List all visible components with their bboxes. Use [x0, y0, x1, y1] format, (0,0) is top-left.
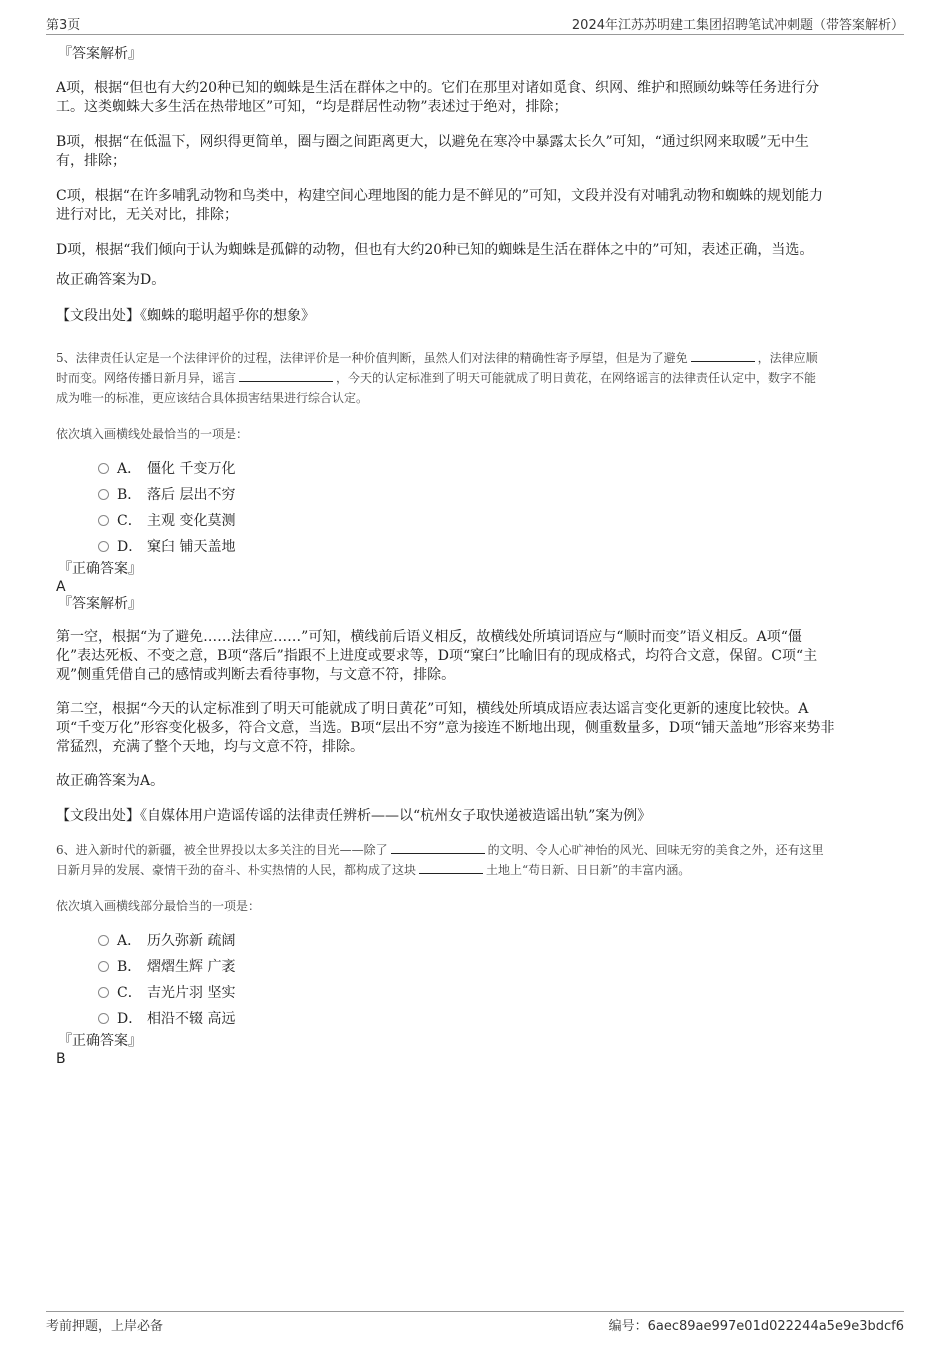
option-c[interactable]: C． 吉光片羽 坚实 [98, 980, 902, 1006]
question-6-prompt: 依次填入画横线部分最恰当的一项是： [56, 899, 261, 913]
question-6-stem: 6、进入新时代的新疆，被全世界投以太多关注的目光——除了 的文明、令人心旷神怡的风光、回味无穷的美食之外，还有这里 日新月异的发展、豪情干劲的奋斗、朴实热情的人民，都构成了这块 土地上“苟日新、日日新”的丰富内涵。 [56, 843, 824, 877]
correct-answer-label: 『正确答案』 [58, 1033, 142, 1049]
document-title: 2024年江苏苏明建工集团招聘笔试冲刺题（带答案解析） [571, 18, 904, 33]
radio-icon[interactable] [98, 489, 109, 500]
conclusion: 故正确答案为A。 [56, 773, 165, 789]
correct-answer-value: A [56, 579, 66, 595]
question-5-prompt: 依次填入画横线处最恰当的一项是： [56, 427, 249, 441]
document-code: 编号：6aec89ae997e01d022244a5e9e3bdcf6 [608, 1319, 904, 1334]
question-5-stem: 5、法律责任认定是一个法律评价的过程，法律评价是一种价值判断，虽然人们对法律的精确性寄予厚望，但是为了避免 ，法律应顺 时而变。网络传播日新月异，谣言 ，今天的认定标准到了明天可能就成了明日黄花，在网络谣言的法律责任认定中，数字不能 成为唯一的标准，更应该结合具体损害结果进行综合认定。 [56, 351, 818, 405]
radio-icon[interactable] [98, 987, 109, 998]
footer-slogan: 考前押题，上岸必备 [46, 1319, 164, 1334]
radio-icon[interactable] [98, 515, 109, 526]
option-a[interactable]: A． 历久弥新 疏阔 [98, 928, 902, 954]
blank-2 [419, 861, 483, 874]
analysis-label: 『答案解析』 [58, 596, 142, 612]
radio-icon[interactable] [98, 935, 109, 946]
page-footer [46, 1311, 904, 1334]
option-d[interactable]: D． 窠臼 铺天盖地 [98, 534, 902, 560]
correct-answer-label: 『正确答案』 [58, 561, 142, 577]
source: 【文段出处】《自媒体用户造谣传谣的法律责任辨析——以“杭州女子取快递被造谣出轨”案为例》 [56, 808, 652, 824]
radio-icon[interactable] [98, 961, 109, 972]
correct-answer-value: B [56, 1051, 66, 1067]
question-6-options [98, 928, 902, 1032]
blank-2 [239, 369, 333, 382]
source: 【文段出处】《蜘蛛的聪明超乎你的想象》 [56, 308, 315, 324]
question-5-options [98, 456, 902, 560]
radio-icon[interactable] [98, 463, 109, 474]
option-a[interactable]: A． 僵化 千变万化 [98, 456, 902, 482]
analysis-c: C项，根据“在许多哺乳动物和鸟类中，构建空间心理地图的能力是不鲜见的”可知，文段并没有对哺乳动物和蜘蛛的规划能力 进行对比，无关对比，排除； [56, 188, 824, 223]
conclusion: 故正确答案为D。 [56, 272, 166, 288]
analysis-b: B项，根据“在低温下，网织得更简单，圈与圈之间距离更大，以避免在寒冷中暴露太长久”可知，“通过织网来取暖”无中生 有，排除； [56, 134, 809, 169]
option-c[interactable]: C． 主观 变化莫测 [98, 508, 902, 534]
option-b[interactable]: B． 熠熠生辉 广袤 [98, 954, 902, 980]
radio-icon[interactable] [98, 541, 109, 552]
page-header [46, 14, 904, 35]
blank-1 [691, 349, 755, 362]
page-number: 第3页 [46, 18, 81, 33]
analysis-blank-2: 第二空，根据“今天的认定标准到了明天可能就成了明日黄花”可知，横线处所填成语应表达谣言变化更新的速度比较快。A 项“千变万化”形容变化极多，符合文意，当选。B项“层出不穷”意为接连不断地出现，侧重数量多，D项“铺天盖地”形容来势非 常猛烈，充满了整个天地，均与文意不符，排除。 [56, 701, 835, 755]
analysis-label: 『答案解析』 [58, 46, 142, 62]
option-d[interactable]: D． 相沿不辍 高远 [98, 1006, 902, 1032]
blank-1 [391, 841, 485, 854]
analysis-a: A项，根据“但也有大约20种已知的蜘蛛是生活在群体之中的。它们在那里对诸如觅食、织网、维护和照顾幼蛛等任务进行分 工。这类蜘蛛大多生活在热带地区”可知，“均是群居性动物”表述过于绝对，排除； [56, 80, 820, 115]
analysis-d: D项，根据“我们倾向于认为蜘蛛是孤僻的动物，但也有大约20种已知的蜘蛛是生活在群体之中的”可知，表述正确，当选。 [56, 242, 814, 258]
page-content [56, 45, 902, 1067]
radio-icon[interactable] [98, 1013, 109, 1024]
option-b[interactable]: B． 落后 层出不穷 [98, 482, 902, 508]
analysis-blank-1: 第一空，根据“为了避免……法律应……”可知，横线前后语义相反，故横线处所填词语应与“顺时而变”语义相反。A项“僵 化”表达死板、不变之意，B项“落后”指跟不上进度或要求等，D项“窠臼”比喻旧有的现成格式，均符合文意，保留。C项“主 观”侧重凭借自己的感情或判断去看待事物，与文意不符，排除。 [56, 629, 818, 683]
